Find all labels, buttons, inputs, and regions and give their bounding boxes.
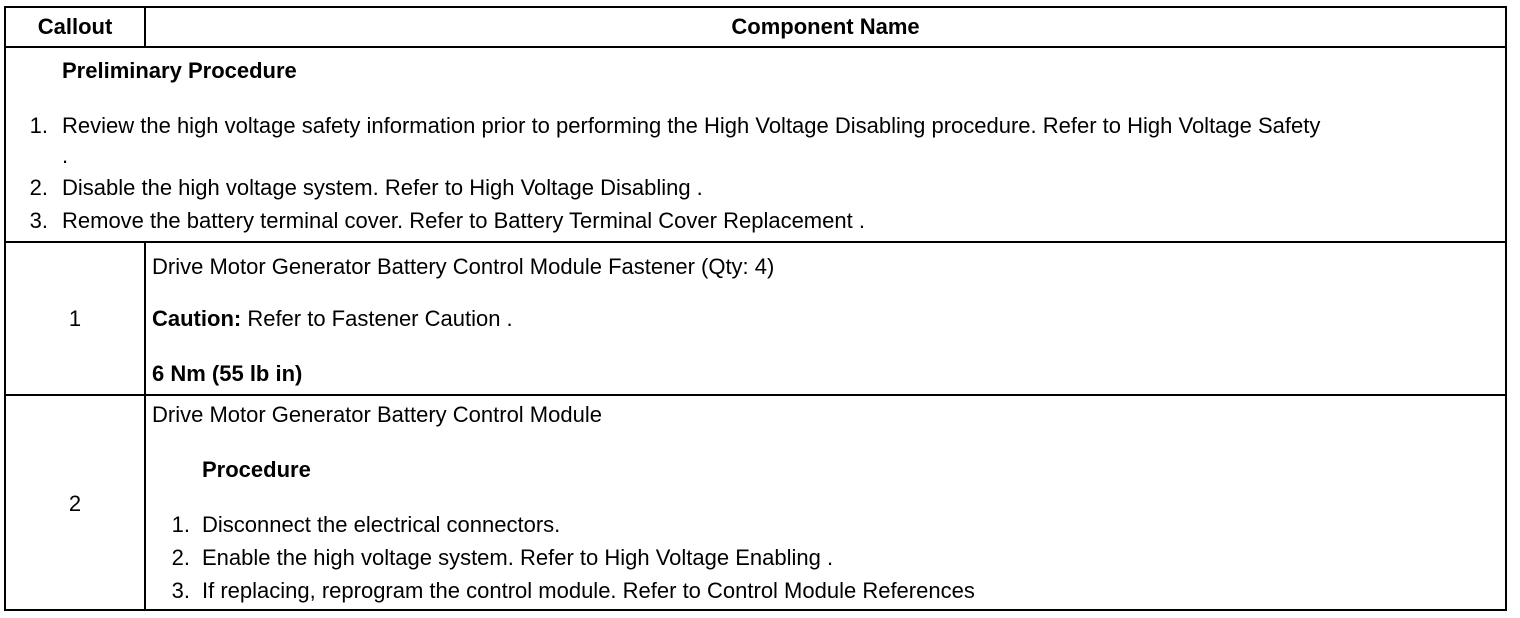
caution-note <box>152 306 513 332</box>
preliminary-heading: Preliminary Procedure <box>62 58 297 83</box>
row-callout: 1 <box>68 306 82 331</box>
procedure-step-text: If replacing, reprogram the control module. Refer to Control Module References <box>202 578 975 603</box>
header-divider <box>6 46 1505 48</box>
preliminary-step-number: 1. <box>29 113 48 138</box>
caution-text: Refer to Fastener Caution . <box>241 306 513 331</box>
procedure-step-number: 1. <box>171 512 190 537</box>
component-name: Drive Motor Generator Battery Control Module Fastener (Qty: 4) <box>152 254 775 279</box>
component-name: Drive Motor Generator Battery Control Module <box>152 402 602 427</box>
preliminary-step-text-continued: . <box>62 143 69 168</box>
row-divider <box>6 394 1505 396</box>
body-column-divider <box>144 241 146 609</box>
torque-spec: 6 Nm (55 lb in) <box>152 361 303 386</box>
preliminary-step-number: 3. <box>29 208 48 233</box>
row-callout: 2 <box>68 491 82 516</box>
preliminary-step-text: Remove the battery terminal cover. Refer to Battery Terminal Cover Replacement . <box>62 208 865 233</box>
procedure-step-text: Disconnect the electrical connectors. <box>202 512 561 537</box>
procedure-step-text: Enable the high voltage system. Refer to High Voltage Enabling . <box>202 545 834 570</box>
preliminary-step-text: Disable the high voltage system. Refer to High Voltage Disabling . <box>62 175 703 200</box>
caution-label: Caution: <box>152 306 242 331</box>
preliminary-step-number: 2. <box>29 175 48 200</box>
procedure-heading: Procedure <box>202 457 311 482</box>
procedure-step-number: 2. <box>171 545 190 570</box>
header-callout: Callout <box>37 14 113 39</box>
preliminary-step-text: Review the high voltage safety information prior to performing the High Voltage Disabling procedure. Refer to High Voltage Safety <box>62 113 1321 138</box>
preliminary-divider <box>6 241 1505 243</box>
procedure-step-number: 3. <box>171 578 190 603</box>
header-component-name: Component Name <box>731 14 920 39</box>
